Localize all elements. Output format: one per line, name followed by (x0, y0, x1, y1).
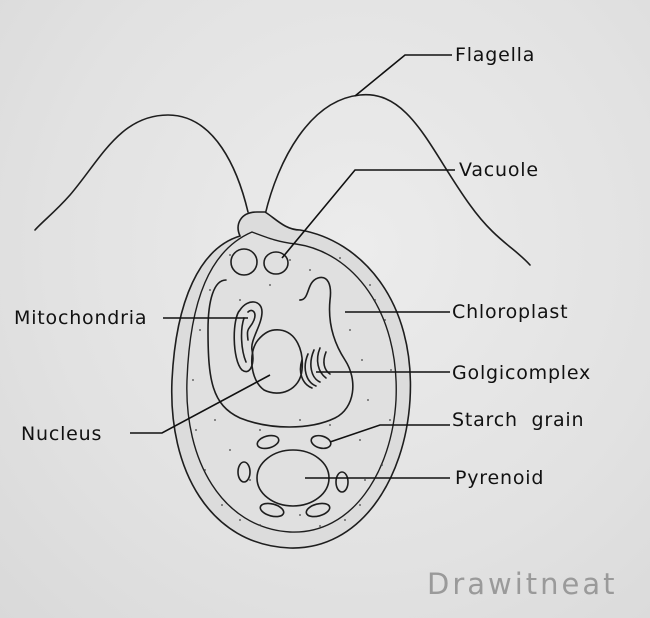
leader-flagella (355, 55, 452, 96)
label-mitochondria: Mitochondria (14, 307, 148, 329)
label-golgicomplex: Golgicomplex (452, 362, 592, 384)
left-flagellum (35, 115, 248, 230)
label-nucleus: Nucleus (21, 423, 103, 445)
label-vacuole: Vacuole (459, 159, 539, 181)
label-starch-grain: Starch grain (452, 409, 585, 431)
watermark: Drawitneat (427, 567, 618, 601)
cell-body (172, 212, 411, 548)
label-chloroplast: Chloroplast (452, 301, 569, 323)
label-pyrenoid: Pyrenoid (455, 467, 545, 489)
label-flagella: Flagella (455, 44, 536, 66)
